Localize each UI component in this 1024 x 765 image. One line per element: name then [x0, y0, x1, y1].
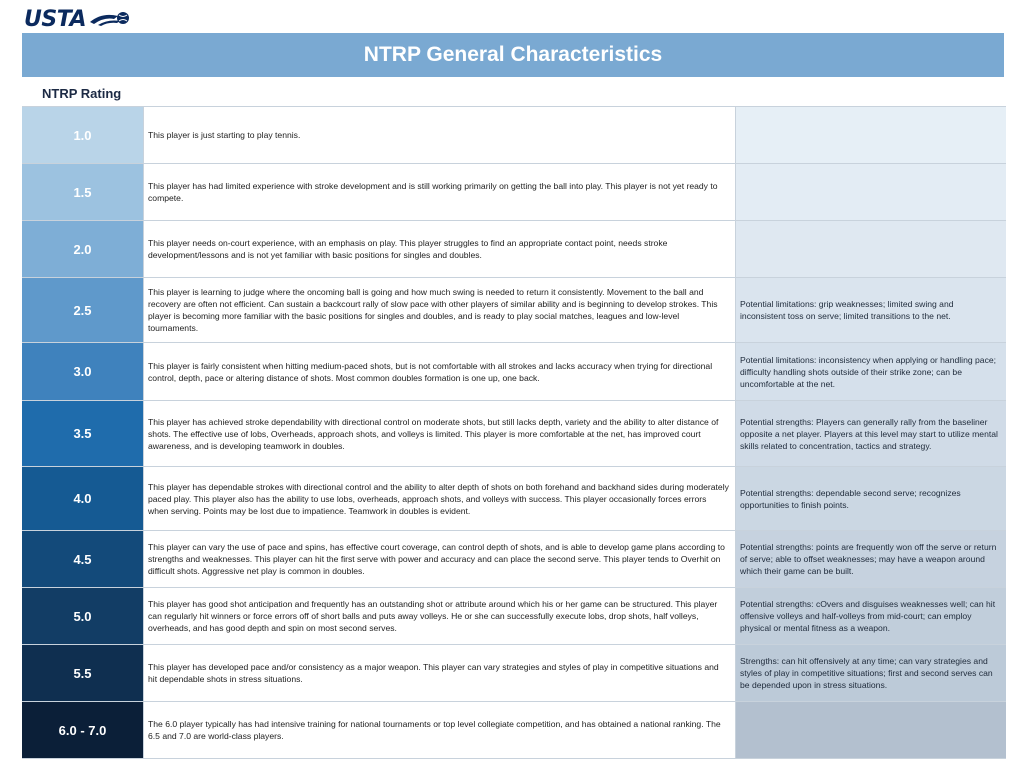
title-banner: [22, 33, 1004, 77]
notes-cell: Potential strengths: cOvers and disguises weaknesses well; can hit offensive volleys and half-volleys from mid-court; can employ physical or mental fitness as a weapon.: [736, 588, 1006, 644]
table-row: [22, 107, 1006, 164]
notes-cell: [736, 107, 1006, 163]
table-row: [22, 343, 1006, 401]
rating-cell: 6.0 - 7.0: [22, 702, 143, 758]
rating-cell: 3.0: [22, 343, 143, 400]
notes-cell: Potential strengths: Players can generally rally from the baseliner opposite a net player. Players at this level may start to utilize mental skills related to concentration, tactics and strategy.: [736, 401, 1006, 466]
notes-cell: Potential limitations: inconsistency when applying or handling pace; difficulty handling shots outside of their strike zone; can be uncomfortable at the net.: [736, 343, 1006, 400]
description-cell: This player needs on-court experience, with an emphasis on play. This player struggles to find an appropriate contact point, needs stroke development/lessons and is not yet familiar with basic positions for singles and doubles.: [143, 221, 736, 277]
notes-cell: [736, 221, 1006, 277]
table-row: [22, 401, 1006, 467]
rating-cell: 2.0: [22, 221, 143, 277]
usta-logo: [24, 8, 132, 30]
rating-cell: 4.0: [22, 467, 143, 530]
tennis-ball-swoosh-icon: [88, 10, 132, 28]
table-row: [22, 467, 1006, 531]
description-cell: This player is fairly consistent when hitting medium-paced shots, but is not comfortable with all strokes and lacks accuracy when trying for directional control, depth, pace or altering distance of shots. Most common doubles formation is one up, one back.: [143, 343, 736, 400]
description-cell: This player has had limited experience with stroke development and is still working primarily on getting the ball into play. This player is not yet ready to compete.: [143, 164, 736, 220]
description-cell: This player is just starting to play tennis.: [143, 107, 736, 163]
rating-cell: 5.5: [22, 645, 143, 701]
notes-cell: Strengths: can hit offensively at any time; can vary strategies and styles of play in competitive situations; first and second serves can be depended upon in stress situations.: [736, 645, 1006, 701]
notes-cell: [736, 702, 1006, 758]
rating-cell: 1.0: [22, 107, 143, 163]
ntrp-rating-header: NTRP Rating: [42, 86, 122, 101]
description-cell: The 6.0 player typically has had intensive training for national tournaments or top level collegiate competition, and has obtained a national ranking. The 6.5 and 7.0 are world-class players.: [143, 702, 736, 758]
description-cell: This player has developed pace and/or consistency as a major weapon. This player can vary strategies and styles of play in competitive situations and hit dependable shots in stress situations.: [143, 645, 736, 701]
rating-cell: 5.0: [22, 588, 143, 644]
logo-text: USTA: [24, 6, 87, 32]
rating-cell: 3.5: [22, 401, 143, 466]
description-cell: This player has achieved stroke dependability with directional control on moderate shots, but still lacks depth, variety and the ability to alter distance of shots. The effective use of lobs, Overheads, approach shots, and volleys is limited. This player is more comfortable at the net, has improved court awareness, and is developing teamwork in doubles.: [143, 401, 736, 466]
table-row: [22, 278, 1006, 343]
rating-cell: 2.5: [22, 278, 143, 342]
description-cell: This player is learning to judge where the oncoming ball is going and how much swing is needed to return it consistently. Movement to the ball and recovery are often not efficient. Can sustain a backcourt rally of slow pace with other players of similar ability and is beginning to develop strokes. This player is becoming more familiar with the basic positions for singles and doubles, and is ready to play social matches, leagues and low-level tournaments.: [143, 278, 736, 342]
description-cell: This player has dependable strokes with directional control and the ability to alter depth of shots on both forehand and backhand sides during moderately paced play. This player also has the ability to use lobs, overheads, approach shots, and volleys with success. This player occasionally forces errors when serving. Points may be lost due to impatience. Teamwork in doubles is evident.: [143, 467, 736, 530]
table-row: [22, 221, 1006, 278]
notes-cell: [736, 164, 1006, 220]
table-row: [22, 588, 1006, 645]
ratings-table: [22, 106, 1006, 759]
description-cell: This player has good shot anticipation and frequently has an outstanding shot or attribute around which his or her game can be structured. This player can regularly hit winners or force errors off of short balls and puts away volleys. He or she can successfully execute lobs, drop shots, half volleys, overheads, and has good depth and spin on most second serves.: [143, 588, 736, 644]
description-cell: This player can vary the use of pace and spins, has effective court coverage, can control depth of shots, and is able to develop game plans according to strengths and weaknesses. This player can hit the first serve with power and accuracy and can place the second serve. This player tends to Overhit on difficult shots. Aggressive net play is common in doubles.: [143, 531, 736, 587]
table-row: [22, 164, 1006, 221]
notes-cell: Potential strengths: points are frequently won off the serve or return of serve; able to offset weaknesses; may have a weapon around which their game can be built.: [736, 531, 1006, 587]
table-row: [22, 702, 1006, 759]
notes-cell: Potential strengths: dependable second serve; recognizes opportunities to finish points.: [736, 467, 1006, 530]
rating-cell: 4.5: [22, 531, 143, 587]
table-row: [22, 531, 1006, 588]
notes-cell: Potential limitations: grip weaknesses; limited swing and inconsistent toss on serve; limited transitions to the net.: [736, 278, 1006, 342]
table-row: [22, 645, 1006, 702]
rating-cell: 1.5: [22, 164, 143, 220]
page-title: NTRP General Characteristics: [363, 43, 663, 66]
